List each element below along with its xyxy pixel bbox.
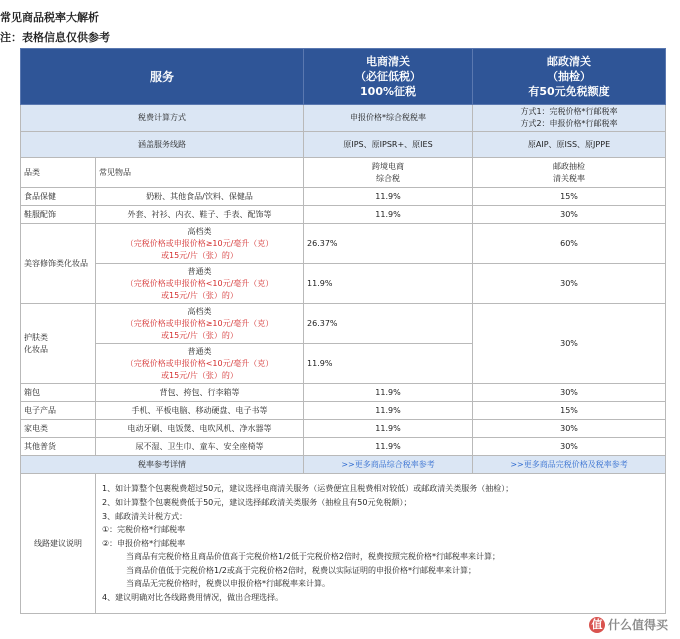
note-line: ①：完税价格*行邮税率 [102,525,186,535]
ecommerce-rate: 11.9% [304,188,473,206]
service-header: 服务 [21,49,304,105]
note-line: 4、建议明确对比各线路费用情况，做出合理选择。 [102,593,284,603]
ecommerce-rate: 11.9% [304,402,473,420]
category-cell: 其他普货 [21,438,96,456]
notes-label: 线路建议说明 [21,474,96,614]
items-cell: 手机、平板电脑、移动硬盘、电子书等 [96,402,304,420]
watermark: 值 什么值得买 [589,616,668,634]
calc-ecommerce: 申报价格*综合税税率 [304,105,473,132]
note-line: 3、邮政清关计税方式： [102,511,188,521]
postal-rate: 30% [473,420,666,438]
items-cell: 尿不湿、卫生巾、童车、安全座椅等 [96,438,304,456]
watermark-icon: 值 [589,617,605,633]
table-row [21,402,666,420]
notes-content [96,474,666,614]
items-cell-high: 高档类 （完税价格或申报价格≥10元/毫升（克） 或15元/片（张）的） [96,304,304,344]
ecommerce-header: 电商清关 （必征低税） 100%征税 [304,49,473,105]
note-line: 当商品有完税价格且商品价值高于完税价格1/2低于完税价格2倍时，税费按照完税价格*行邮税率来计算； [126,552,500,562]
table-row [21,438,666,456]
table-row [21,206,666,224]
calc-row [21,105,666,132]
postal-rate-header: 邮政抽检 清关税率 [473,158,666,188]
header-row [21,49,666,105]
routes-ecommerce: 原IPS、原IPSR+、原IES [304,132,473,158]
postal-reference-link[interactable]: >>更多商品完税价格及税率参考 [473,456,666,474]
ecommerce-rate: 26.37% [304,224,473,264]
category-cell: 食品保健 [21,188,96,206]
postal-rate: 60% [473,224,666,264]
category-cell: 电子产品 [21,402,96,420]
note-line: 2、如计算整个包裹税费低于50元，建议选择邮政清关类服务（抽检且有50元免税额）； [102,497,412,507]
ecommerce-rate-header: 跨境电商 综合税 [304,158,473,188]
table-row [21,304,666,344]
notes-row [21,474,666,614]
calc-postal: 方式1：完税价格*行邮税率 方式2：申报价格*行邮税率 [473,105,666,132]
items-cell: 奶粉、其他食品/饮料、保健品 [96,188,304,206]
reference-row [21,456,666,474]
note-line: 当商品价值低于完税价格1/2或高于完税价格2倍时，税费以实际证明的申报价格*行邮税率来计算； [126,565,476,575]
postal-rate: 30% [473,206,666,224]
items-cell-normal: 普通类 （完税价格或申报价格<10元/毫升（克） 或15元/片（张）的） [96,344,304,384]
ecommerce-reference-link[interactable]: >>更多商品综合税率参考 [304,456,473,474]
ecommerce-rate: 11.9% [304,384,473,402]
table-row [21,420,666,438]
category-cell: 鞋服配饰 [21,206,96,224]
postal-rate: 30% [473,264,666,304]
table-row [21,188,666,206]
items-cell-normal: 普通类 （完税价格或申报价格<10元/毫升（克） 或15元/片（张）的） [96,264,304,304]
postal-rate: 30% [473,304,666,384]
routes-label: 涵盖服务线路 [21,132,304,158]
category-header: 品类 [21,158,96,188]
ecommerce-rate: 11.9% [304,420,473,438]
table-row [21,384,666,402]
column-header-row [21,158,666,188]
items-cell: 电动牙刷、电饭煲、电吹风机、净水器等 [96,420,304,438]
category-cell: 美容修饰类化妆品 [21,224,96,304]
routes-postal: 原AIP、原ISS、原JPPE [473,132,666,158]
category-cell: 护肤类 化妆品 [21,304,96,384]
tax-rate-table [20,48,666,614]
ecommerce-rate: 11.9% [304,206,473,224]
ecommerce-rate: 26.37% [304,304,473,344]
items-header: 常见物品 [96,158,304,188]
postal-rate: 15% [473,402,666,420]
reference-label: 税率参考详情 [21,456,304,474]
items-cell: 背包、挎包、行李箱等 [96,384,304,402]
table-row [21,224,666,264]
page-subtitle: 注：表格信息仅供参考 [0,31,110,44]
table-row [21,264,666,304]
note-line: 当商品无完税价格时，税费以申报价格*行邮税率来计算。 [126,579,330,589]
postal-rate: 30% [473,438,666,456]
postal-rate: 15% [473,188,666,206]
routes-row [21,132,666,158]
items-cell: 外套、衬衫、内衣、鞋子、手表、配饰等 [96,206,304,224]
category-cell: 家电类 [21,420,96,438]
note-line: 1、如计算整个包裹税费超过50元，建议选择电商清关服务（运费便宜且税费相对较低）或邮政清关类服务（抽检）； [102,484,514,494]
category-cell: 箱包 [21,384,96,402]
calc-label: 税费计算方式 [21,105,304,132]
ecommerce-rate: 11.9% [304,438,473,456]
page-title: 常见商品税率大解析 [0,11,99,24]
items-cell-high: 高档类 （完税价格或申报价格≥10元/毫升（克） 或15元/片（张）的） [96,224,304,264]
postal-header: 邮政清关 （抽检） 有50元免税额度 [473,49,666,105]
ecommerce-rate: 11.9% [304,344,473,384]
postal-rate: 30% [473,384,666,402]
ecommerce-rate: 11.9% [304,264,473,304]
note-line: ②：申报价格*行邮税率 [102,538,186,548]
